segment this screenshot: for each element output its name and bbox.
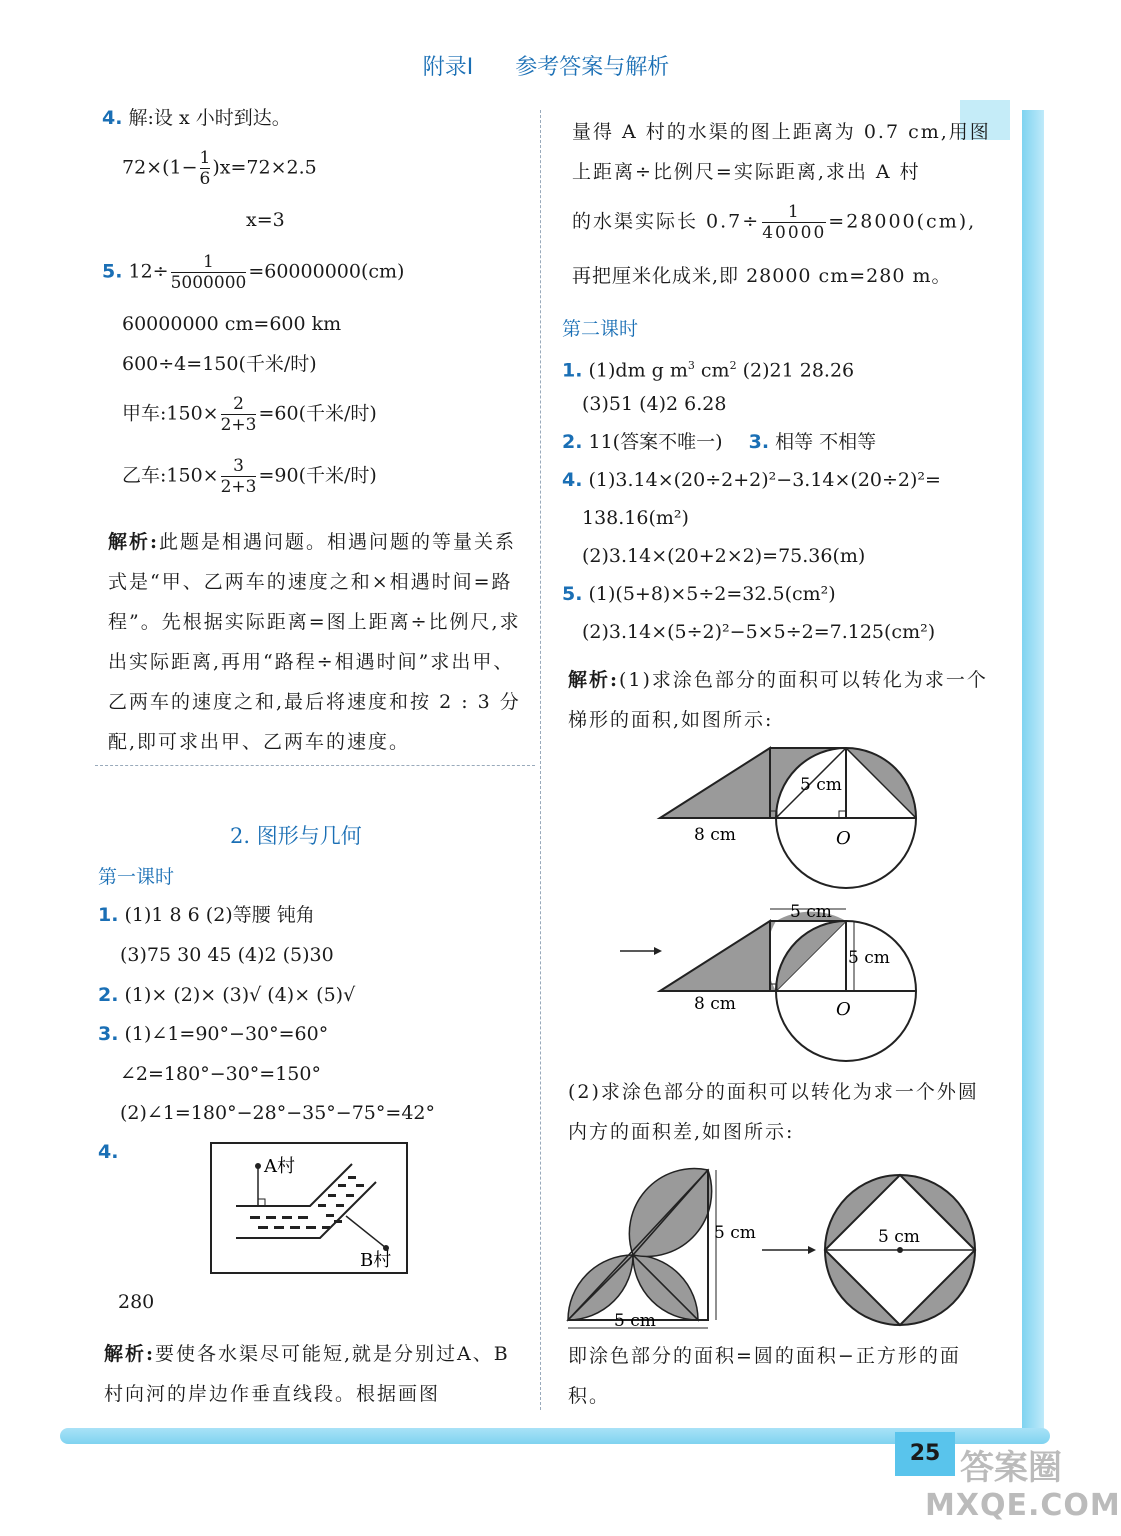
frac-num: 3 bbox=[233, 456, 244, 476]
b5-line2: (2)3.14×(5÷2)²−5×5÷2=7.125(cm²) bbox=[582, 621, 936, 643]
b4-num: 4. bbox=[562, 469, 583, 491]
b1-l1c: (2)21 28.26 bbox=[736, 359, 855, 382]
q5-line5 bbox=[122, 456, 377, 497]
q4-eq1-frac bbox=[200, 148, 211, 189]
b4-line1 bbox=[562, 468, 941, 492]
fig3-len-a: 5 cm bbox=[714, 1223, 756, 1243]
a2-num: 2. bbox=[98, 984, 119, 1006]
fig1-right-angle-2 bbox=[839, 811, 846, 818]
frac-num: 1 bbox=[203, 252, 214, 272]
header-left: 附录Ⅰ bbox=[422, 55, 474, 80]
analysis-3-label: 解析: bbox=[568, 669, 620, 691]
b5-num: 5. bbox=[562, 583, 583, 605]
q5-l5b: =90(千米/时) bbox=[258, 464, 377, 487]
q5-l5-frac bbox=[221, 456, 257, 497]
analysis-1-text: 此题是相遇问题。相遇问题的等量关系式是“甲、乙两车的速度之和×相遇时间=路程”。先根据实际距离=图上距离÷比例尺,求出实际距离,再用“路程÷相遇时间”求出甲、乙两车的速度之和,最后将速度和按 2 : 3 分配,即可求出甲、乙两车的速度。 bbox=[108, 531, 521, 753]
frac-den: 6 bbox=[199, 169, 211, 189]
q4-text: 解:设 x 小时到达。 bbox=[128, 107, 291, 129]
lesson-1-title: 第一课时 bbox=[98, 866, 175, 888]
b3-num: 3. bbox=[748, 431, 770, 453]
fig1-len-a: 5 cm bbox=[800, 775, 842, 795]
analysis-2-label: 解析: bbox=[104, 1343, 156, 1365]
a1-line2: (3)75 30 45 (4)2 (5)30 bbox=[120, 944, 334, 966]
analysis-3-text: (1)求涂色部分的面积可以转化为求一个梯形的面积,如图所示: bbox=[568, 669, 988, 731]
village-b-label: B村 bbox=[360, 1250, 392, 1271]
frac-num: 1 bbox=[787, 202, 801, 222]
frac-num: 1 bbox=[199, 148, 211, 168]
a3-line3: (2)∠1=180°−28°−35°−75°=42° bbox=[120, 1102, 435, 1124]
a3-l1: (1)∠1=90°−30°=60° bbox=[124, 1023, 329, 1045]
fig2-arrow-head bbox=[654, 947, 662, 955]
a3-line1 bbox=[98, 1022, 328, 1046]
header-right: 参考答案与解析 bbox=[515, 55, 670, 80]
b2-b3-line bbox=[562, 430, 876, 454]
b2-text: 11(答案不唯一) bbox=[588, 431, 723, 453]
a2-line bbox=[98, 983, 355, 1007]
watermark-url: MXQE.COM bbox=[925, 1488, 1121, 1523]
q5-line2: 60000000 cm=600 km bbox=[122, 313, 342, 335]
analysis-3 bbox=[568, 660, 988, 740]
a1-l1: (1)1 8 6 (2)等腰 钝角 bbox=[124, 904, 315, 926]
q5-l5a: 乙车:150× bbox=[122, 464, 219, 487]
q4-eq1-b: )x=72×2.5 bbox=[212, 156, 317, 179]
right-edge-bar bbox=[1022, 110, 1044, 1430]
section-title: 2. 图形与几何 bbox=[230, 824, 362, 848]
fig2-triangle bbox=[660, 921, 770, 991]
cont-text: 量得 A 村的水渠的图上距离为 0.7 cm,用图上距离÷比例尺=实际距离,求出 A 村 bbox=[572, 121, 991, 183]
q5-line1 bbox=[102, 252, 404, 293]
page-header bbox=[0, 50, 1092, 81]
frac-num: 2 bbox=[233, 394, 244, 414]
a4-num-label: 4. bbox=[98, 1141, 119, 1163]
fig3-center-dot bbox=[897, 1247, 903, 1253]
analysis-1 bbox=[108, 522, 528, 762]
fig3-len-b: 5 cm bbox=[614, 1311, 656, 1331]
q4-eq1-a: 72×(1− bbox=[122, 156, 198, 179]
b5-line1 bbox=[562, 582, 836, 606]
fig3-len-c: 5 cm bbox=[878, 1227, 920, 1247]
frac-den: 2+3 bbox=[220, 477, 257, 497]
analysis-2 bbox=[104, 1334, 522, 1414]
figure-1 bbox=[620, 742, 940, 892]
b3-text: 相等 不相等 bbox=[775, 431, 877, 453]
q5-b: =60000000(cm) bbox=[248, 260, 405, 283]
cont-line3: 再把厘米化成米,即 28000 cm=280 m。 bbox=[572, 265, 952, 287]
cont-line2 bbox=[572, 202, 976, 243]
a3-line2: ∠2=180°−30°=150° bbox=[120, 1063, 321, 1085]
q4-line bbox=[102, 106, 291, 130]
q5-line3: 600÷4=150(千米/时) bbox=[122, 353, 317, 375]
b2-num: 2. bbox=[562, 431, 583, 453]
watermark-logo: 答案圈 bbox=[960, 1448, 1062, 1488]
b4-l1: (1)3.14×(20÷2+2)²−3.14×(20÷2)²= bbox=[588, 469, 941, 491]
q4-num: 4. bbox=[102, 107, 123, 129]
q5-frac bbox=[171, 252, 247, 293]
fig2-len-c: 8 cm bbox=[694, 994, 736, 1014]
b1-sup2: 2 bbox=[729, 359, 737, 372]
figure-3 bbox=[560, 1150, 980, 1340]
b1-l1a: (1)dm g m bbox=[588, 359, 688, 382]
fig1-len-b: 8 cm bbox=[694, 825, 736, 845]
fig2-len-a: 5 cm bbox=[790, 902, 832, 922]
q5-a: 12÷ bbox=[128, 260, 169, 283]
analysis-5: 即涂色部分的面积=圆的面积−正方形的面积。 bbox=[568, 1345, 961, 1407]
q5-num: 5. bbox=[102, 260, 123, 283]
frac-den: 5000000 bbox=[170, 273, 247, 293]
a4-num bbox=[98, 1140, 118, 1164]
q4-eq2: x=3 bbox=[246, 209, 285, 231]
b1-line2: (3)51 (4)2 6.28 bbox=[582, 393, 727, 415]
analysis-2-text: 要使各水渠尽可能短,就是分别过A、B村向河的岸边作垂直线段。根据画图 bbox=[104, 1343, 510, 1405]
village-a-label: A村 bbox=[264, 1156, 295, 1177]
q5-l4b: =60(千米/时) bbox=[258, 402, 377, 425]
river-diagram bbox=[210, 1142, 408, 1274]
b1-l1b: cm bbox=[694, 359, 730, 382]
page-number: 25 bbox=[895, 1432, 955, 1476]
frac-den: 40000 bbox=[762, 223, 827, 243]
frac-den: 2+3 bbox=[220, 415, 257, 435]
fig1-center: O bbox=[836, 828, 851, 849]
a4-answer: 280 bbox=[118, 1291, 155, 1313]
b5-l1: (1)(5+8)×5÷2=32.5(cm²) bbox=[588, 583, 836, 605]
fig2-shade-lens bbox=[776, 912, 846, 991]
b4-line2: 138.16(m²) bbox=[582, 507, 689, 529]
b4-line3: (2)3.14×(20+2×2)=75.36(m) bbox=[582, 545, 866, 567]
a3-num: 3. bbox=[98, 1023, 119, 1045]
b1-num: 1. bbox=[562, 359, 583, 382]
b1-line1 bbox=[562, 354, 854, 382]
row-divider bbox=[95, 765, 535, 766]
a1-line1 bbox=[98, 903, 315, 927]
fig2-len-b: 5 cm bbox=[848, 948, 890, 968]
fig1-triangle bbox=[660, 748, 770, 818]
figure-2 bbox=[610, 895, 940, 1067]
q5-line4 bbox=[122, 394, 377, 435]
fig3-arrow-head bbox=[808, 1246, 816, 1254]
q5-l4-frac bbox=[221, 394, 257, 435]
cont2-a: 的水渠实际长 0.7÷ bbox=[572, 210, 761, 233]
a1-num: 1. bbox=[98, 904, 119, 926]
lesson-2-title: 第二课时 bbox=[562, 318, 639, 340]
fig2-center: O bbox=[836, 999, 851, 1020]
analysis-4: (2)求涂色部分的面积可以转化为求一个外圆内方的面积差,如图所示: bbox=[568, 1081, 979, 1143]
cont2-frac bbox=[762, 202, 826, 243]
cont2-b: =28000(cm), bbox=[828, 210, 977, 233]
q4-eq1 bbox=[122, 148, 317, 189]
analysis-1-label: 解析: bbox=[108, 531, 160, 553]
b1-sup1: 3 bbox=[687, 359, 695, 372]
q5-l4a: 甲车:150× bbox=[122, 402, 219, 425]
a2-text: (1)× (2)× (3)√ (4)× (5)√ bbox=[124, 984, 356, 1006]
column-divider bbox=[540, 110, 541, 1410]
